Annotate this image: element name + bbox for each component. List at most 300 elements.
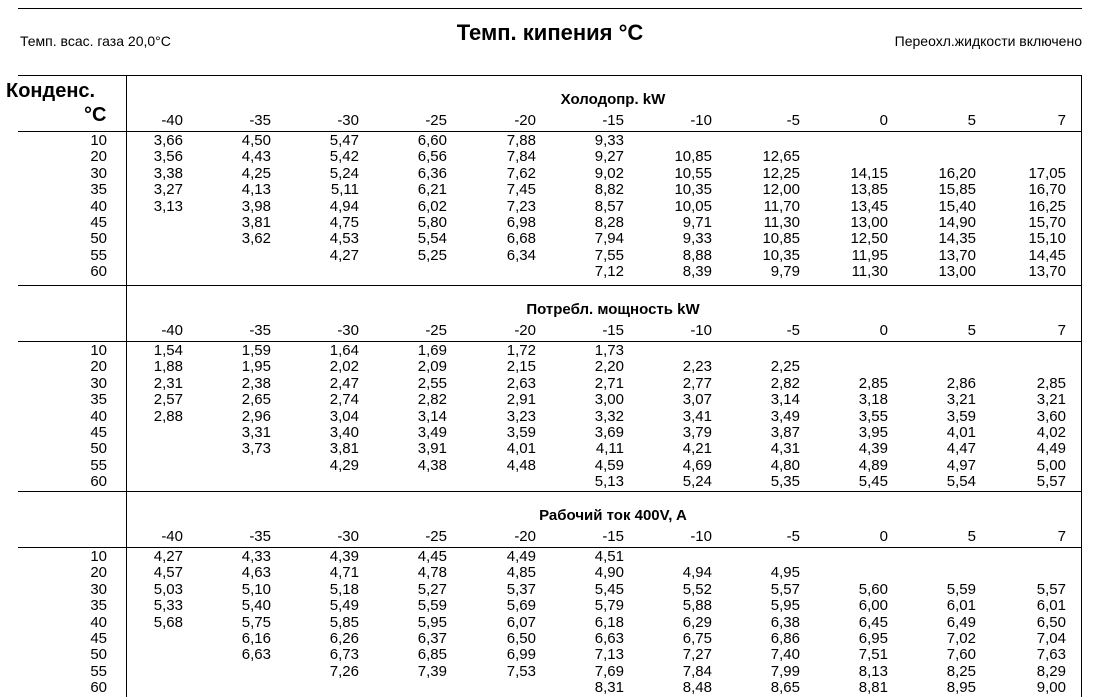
table-cell [1006, 565, 1066, 581]
table-cell: 3,18 [858, 391, 888, 409]
table-cell: 14,35 [938, 230, 976, 248]
table-cell: 1,64 [329, 342, 359, 359]
table-cell: 4,33 [241, 548, 271, 565]
table-cell: 6,73 [329, 646, 359, 664]
table-cell: 2,63 [506, 374, 536, 392]
table-cell: 13,85 [850, 181, 888, 199]
table-cell: 5,88 [682, 597, 712, 615]
value-column [564, 133, 624, 281]
table-cell [123, 248, 183, 264]
table-cell: 6,50 [506, 629, 536, 647]
table-cell [1006, 343, 1066, 359]
table-cell: 7,60 [946, 646, 976, 664]
table-cell: 4,53 [329, 230, 359, 248]
table-cell: 2,91 [506, 391, 536, 409]
evap-temp-header: -25 [425, 528, 447, 545]
section-title: Потребл. мощность kW [526, 301, 700, 318]
table-cell: 2,65 [241, 391, 271, 409]
table-cell: 4,38 [417, 456, 447, 474]
table-cell: 13,45 [850, 197, 888, 215]
table-cell [1006, 549, 1066, 565]
condensing-temp-value: 55 [90, 456, 107, 474]
table-cell: 9,71 [682, 213, 712, 231]
table-cell [916, 133, 976, 149]
table-cell: 4,29 [329, 456, 359, 474]
table-cell: 8,48 [682, 679, 712, 697]
value-column [828, 133, 888, 281]
table-cell: 7,02 [946, 629, 976, 647]
table-top-border [18, 75, 1082, 76]
table-cell [123, 680, 183, 696]
table-cell: 6,75 [682, 629, 712, 647]
table-cell [123, 231, 183, 247]
value-column [387, 343, 447, 491]
table-cell [740, 343, 800, 359]
table-cell: 3,32 [594, 407, 624, 425]
table-cell: 10,35 [762, 246, 800, 264]
table-cell [211, 248, 271, 264]
condensing-temp-value: 45 [90, 424, 107, 442]
condensing-temp-value: 50 [90, 646, 107, 664]
table-cell: 7,39 [417, 662, 447, 680]
table-cell: 10,85 [674, 148, 712, 166]
table-cell: 1,72 [506, 342, 536, 359]
table-cell: 2,86 [946, 374, 976, 392]
table-cell: 5,03 [153, 580, 183, 598]
table-cell: 3,59 [946, 407, 976, 425]
table-cell: 13,00 [938, 263, 976, 281]
table-cell: 5,59 [417, 597, 447, 615]
condensing-unit: °C [84, 104, 107, 126]
value-column [299, 549, 359, 697]
table-cell: 14,45 [1028, 246, 1066, 264]
table-cell: 3,27 [153, 181, 183, 199]
table-cell: 6,95 [858, 629, 888, 647]
value-column [387, 133, 447, 281]
evap-temp-header: -5 [786, 322, 800, 339]
table-cell: 4,48 [506, 456, 536, 474]
table-cell: 16,70 [1028, 181, 1066, 199]
table-cell: 5,45 [594, 580, 624, 598]
value-column [211, 549, 271, 697]
table-cell: 4,11 [595, 440, 624, 458]
section-divider [18, 285, 1082, 286]
table-cell: 4,27 [153, 548, 183, 565]
table-cell: 4,94 [329, 197, 359, 215]
table-cell: 3,04 [329, 407, 359, 425]
table-cell: 5,95 [770, 597, 800, 615]
value-column [740, 549, 800, 697]
value-column [652, 549, 712, 697]
table-cell: 4,94 [682, 564, 712, 582]
table-cell: 5,57 [770, 580, 800, 598]
table-cell: 8,95 [946, 679, 976, 697]
subcooling-note: Переохл.жидкости включено [894, 33, 1082, 49]
table-cell: 5,10 [241, 580, 271, 598]
table-cell: 5,45 [858, 473, 888, 491]
table-cell: 4,49 [1036, 440, 1066, 458]
evap-temp-header: 5 [967, 528, 976, 545]
evap-temp-header: -40 [161, 112, 183, 129]
table-cell: 5,25 [417, 246, 447, 264]
table-cell: 3,81 [241, 213, 271, 231]
table-cell: 2,85 [858, 374, 888, 392]
value-column [1006, 343, 1066, 491]
table-cell [123, 458, 183, 474]
table-cell: 2,96 [241, 407, 271, 425]
table-cell: 2,77 [682, 374, 712, 392]
table-cell [211, 458, 271, 474]
table-cell: 8,29 [1036, 662, 1066, 680]
table-cell: 2,47 [329, 374, 359, 392]
table-cell: 6,45 [858, 613, 888, 631]
table-cell: 7,94 [594, 230, 624, 248]
section-title: Рабочий ток 400V, A [539, 507, 687, 524]
table-cell: 7,23 [506, 197, 536, 215]
evap-temp-header: -15 [602, 322, 624, 339]
condensing-temp-column [67, 549, 107, 697]
table-cell: 6,99 [506, 646, 536, 664]
table-cell: 8,31 [594, 679, 624, 697]
table-cell: 4,27 [329, 246, 359, 264]
table-cell: 4,43 [241, 148, 271, 166]
evap-temp-header: -20 [514, 112, 536, 129]
table-cell: 15,70 [1028, 213, 1066, 231]
table-cell: 10,85 [762, 230, 800, 248]
evap-temp-header: -20 [514, 528, 536, 545]
condensing-temp-value: 30 [90, 580, 107, 598]
condensing-temp-value: 60 [90, 473, 107, 491]
table-cell: 8,57 [594, 197, 624, 215]
table-cell: 7,53 [506, 662, 536, 680]
table-cell: 5,42 [329, 148, 359, 166]
table-cell: 3,00 [594, 391, 624, 409]
evap-temp-header: -30 [337, 322, 359, 339]
table-cell: 8,65 [770, 679, 800, 697]
value-column [299, 133, 359, 281]
table-cell [740, 549, 800, 565]
evap-temp-header: 5 [967, 112, 976, 129]
table-cell: 2,85 [1036, 374, 1066, 392]
table-cell: 6,56 [417, 148, 447, 166]
evap-temp-header: -15 [602, 112, 624, 129]
table-cell: 6,63 [594, 629, 624, 647]
table-cell: 12,50 [850, 230, 888, 248]
table-cell: 5,79 [594, 597, 624, 615]
condensing-temp-value: 40 [90, 197, 107, 215]
table-cell: 6,00 [858, 597, 888, 615]
table-cell: 6,34 [506, 246, 536, 264]
table-cell: 2,82 [417, 391, 447, 409]
value-column [740, 343, 800, 491]
condensing-temp-value: 40 [90, 407, 107, 425]
condensing-temp-value: 20 [90, 148, 107, 166]
value-column [211, 343, 271, 491]
table-cell: 7,62 [506, 164, 536, 182]
table-cell: 10,05 [674, 197, 712, 215]
value-column [916, 343, 976, 491]
condensing-temp-column [67, 343, 107, 491]
table-cell: 8,25 [946, 662, 976, 680]
table-cell: 2,88 [153, 407, 183, 425]
table-cell [123, 215, 183, 231]
condensing-temp-value: 35 [90, 391, 107, 409]
table-cell [387, 680, 447, 696]
table-cell: 3,56 [153, 148, 183, 166]
table-cell: 4,21 [682, 440, 712, 458]
table-cell: 3,21 [1036, 391, 1066, 409]
table-cell: 5,57 [1036, 473, 1066, 491]
table-cell: 14,90 [938, 213, 976, 231]
table-cell: 7,45 [506, 181, 536, 199]
value-column [476, 343, 536, 491]
table-cell: 3,91 [417, 440, 447, 458]
table-cell: 3,66 [153, 132, 183, 149]
table-cell: 16,25 [1028, 197, 1066, 215]
table-cell: 9,33 [682, 230, 712, 248]
table-cell: 11,95 [851, 246, 888, 264]
table-cell: 3,40 [329, 423, 359, 441]
evap-temp-header: 0 [879, 322, 888, 339]
table-cell [211, 264, 271, 280]
table-cell: 3,95 [858, 423, 888, 441]
table-cell: 4,25 [241, 164, 271, 182]
table-cell [828, 359, 888, 375]
table-cell: 12,65 [762, 148, 800, 166]
page-title: Темп. кипения °C [456, 20, 644, 45]
table-cell: 3,07 [682, 391, 712, 409]
table-cell: 3,62 [241, 230, 271, 248]
condensing-temp-value: 60 [90, 263, 107, 281]
table-cell: 5,69 [506, 597, 536, 615]
table-cell: 5,37 [506, 580, 536, 598]
section-title: Холодопр. kW [560, 91, 666, 108]
table-cell: 7,13 [594, 646, 624, 664]
table-cell: 7,63 [1036, 646, 1066, 664]
table-cell: 11,30 [851, 263, 888, 281]
table-cell: 13,70 [938, 246, 976, 264]
table-cell: 2,02 [329, 358, 359, 376]
table-cell: 3,38 [153, 164, 183, 182]
table-cell: 2,74 [329, 391, 359, 409]
table-cell: 10,55 [674, 164, 712, 182]
table-cell: 6,37 [417, 629, 447, 647]
evap-temp-header: 7 [1057, 528, 1066, 545]
condensing-temp-value: 10 [90, 132, 107, 149]
table-cell: 6,50 [1036, 613, 1066, 631]
table-cell: 6,63 [241, 646, 271, 664]
table-cell: 5,80 [417, 213, 447, 231]
table-cell: 4,39 [329, 548, 359, 565]
condensing-temp-value: 50 [90, 440, 107, 458]
table-cell: 15,85 [938, 181, 976, 199]
condensing-label: Конденс. [6, 80, 96, 102]
table-cell: 2,55 [417, 374, 447, 392]
table-cell: 6,98 [506, 213, 536, 231]
table-cell [740, 133, 800, 149]
table-cell: 4,39 [858, 440, 888, 458]
table-cell [916, 359, 976, 375]
evap-temp-header: 0 [879, 112, 888, 129]
condensing-temp-value: 35 [90, 181, 107, 199]
table-cell [387, 474, 447, 490]
table-cell: 3,14 [417, 407, 447, 425]
table-cell: 4,69 [682, 456, 712, 474]
evap-temp-header: 7 [1057, 112, 1066, 129]
value-column [916, 549, 976, 697]
table-cell: 2,09 [417, 358, 447, 376]
table-cell: 2,71 [594, 374, 624, 392]
table-cell: 4,85 [506, 564, 536, 582]
table-cell: 4,63 [241, 564, 271, 582]
evap-temp-header: -25 [425, 322, 447, 339]
table-cell: 3,21 [946, 391, 976, 409]
table-cell: 4,02 [1036, 423, 1066, 441]
value-column [123, 343, 183, 491]
table-cell: 6,01 [946, 597, 976, 615]
table-cell: 6,38 [770, 613, 800, 631]
table-cell: 5,27 [417, 580, 447, 598]
table-cell: 4,59 [594, 456, 624, 474]
table-cell: 8,13 [858, 662, 888, 680]
table-cell: 3,41 [682, 407, 712, 425]
top-rule [18, 8, 1082, 9]
table-cell: 2,82 [770, 374, 800, 392]
table-cell: 4,31 [770, 440, 800, 458]
condensing-temp-value: 35 [90, 597, 107, 615]
table-cell [652, 549, 712, 565]
table-cell [299, 680, 359, 696]
table-cell: 6,36 [417, 164, 447, 182]
table-cell [828, 565, 888, 581]
condensing-temp-value: 55 [90, 662, 107, 680]
table-cell: 6,68 [506, 230, 536, 248]
table-cell [652, 343, 712, 359]
table-cell: 1,88 [153, 358, 183, 376]
table-cell: 5,75 [241, 613, 271, 631]
table-cell [299, 264, 359, 280]
table-cell: 5,57 [1036, 580, 1066, 598]
table-cell: 4,75 [329, 213, 359, 231]
table-cell: 3,23 [506, 407, 536, 425]
table-cell: 2,31 [153, 374, 183, 392]
table-cell: 8,88 [682, 246, 712, 264]
evap-temp-header: -10 [690, 112, 712, 129]
table-cell: 5,68 [153, 613, 183, 631]
table-cell: 3,69 [594, 423, 624, 441]
table-cell: 5,60 [858, 580, 888, 598]
condensing-temp-value: 50 [90, 230, 107, 248]
table-cell [123, 647, 183, 663]
table-cell: 15,40 [938, 197, 976, 215]
condensing-temp-value: 30 [90, 164, 107, 182]
value-column [476, 133, 536, 281]
table-cell: 6,07 [506, 613, 536, 631]
table-cell: 5,49 [329, 597, 359, 615]
table-cell [1006, 133, 1066, 149]
evap-temp-header: -15 [602, 528, 624, 545]
table-cell: 4,80 [770, 456, 800, 474]
table-cell: 4,71 [329, 564, 359, 582]
table-cell: 9,79 [770, 263, 800, 281]
table-cell [828, 133, 888, 149]
table-cell: 3,14 [770, 391, 800, 409]
evap-temp-header: -30 [337, 528, 359, 545]
table-cell [211, 680, 271, 696]
table-cell: 3,79 [682, 423, 712, 441]
table-cell [828, 343, 888, 359]
value-column [123, 133, 183, 281]
table-cell: 11,30 [763, 213, 800, 231]
evap-temp-header: -40 [161, 322, 183, 339]
table-cell: 1,69 [417, 342, 447, 359]
table-cell: 5,11 [330, 181, 359, 199]
value-column [123, 549, 183, 697]
table-cell: 6,49 [946, 613, 976, 631]
table-cell: 4,90 [594, 564, 624, 582]
table-cell: 4,57 [153, 564, 183, 582]
value-column [211, 133, 271, 281]
table-cell [652, 133, 712, 149]
table-cell: 3,31 [241, 423, 271, 441]
table-cell: 4,51 [594, 548, 624, 565]
table-cell: 5,59 [946, 580, 976, 598]
value-column [828, 549, 888, 697]
evap-temp-header: -35 [249, 528, 271, 545]
table-cell: 7,12 [594, 263, 624, 281]
table-cell [123, 664, 183, 680]
table-cell [123, 425, 183, 441]
table-cell: 8,28 [594, 213, 624, 231]
table-cell [916, 549, 976, 565]
table-cell: 15,10 [1028, 230, 1066, 248]
table-cell [387, 264, 447, 280]
table-cell: 6,26 [329, 629, 359, 647]
table-cell: 7,04 [1036, 629, 1066, 647]
evap-temp-header: -25 [425, 112, 447, 129]
table-cell: 3,60 [1036, 407, 1066, 425]
table-cell: 2,23 [682, 358, 712, 376]
table-cell [123, 631, 183, 647]
table-cell [916, 565, 976, 581]
table-cell [211, 664, 271, 680]
table-cell: 3,81 [329, 440, 359, 458]
table-cell: 7,99 [770, 662, 800, 680]
table-cell: 8,81 [858, 679, 888, 697]
table-cell: 5,13 [594, 473, 624, 491]
table-cell: 17,05 [1028, 164, 1066, 182]
evap-temp-header: 7 [1057, 322, 1066, 339]
table-cell: 2,25 [770, 358, 800, 376]
table-cell: 11,70 [763, 197, 800, 215]
evap-temp-header: -5 [786, 112, 800, 129]
table-cell [1006, 149, 1066, 165]
table-cell: 14,15 [850, 164, 888, 182]
table-cell: 5,52 [682, 580, 712, 598]
table-cell: 7,26 [329, 662, 359, 680]
table-cell: 3,13 [153, 197, 183, 215]
value-column [652, 133, 712, 281]
condensing-temp-value: 40 [90, 613, 107, 631]
table-cell: 4,01 [946, 423, 976, 441]
table-cell: 4,78 [417, 564, 447, 582]
condensing-temp-column [67, 133, 107, 281]
table-cell: 2,57 [153, 391, 183, 409]
table-cell: 3,73 [241, 440, 271, 458]
table-cell: 5,00 [1036, 456, 1066, 474]
table-cell: 5,54 [946, 473, 976, 491]
table-cell: 6,21 [417, 181, 447, 199]
